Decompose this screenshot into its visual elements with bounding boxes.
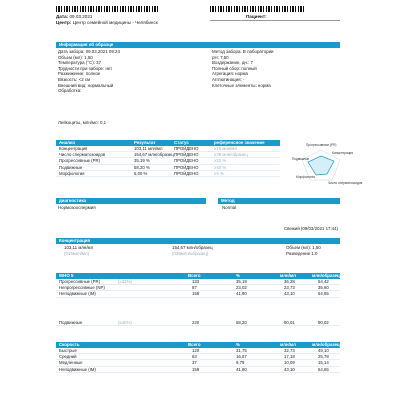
chart-label-count: Число сперматозоидов (328, 181, 363, 185)
analysis-ref: ≥39 млн/образец (214, 152, 248, 158)
stat-ml: 32,73 (284, 348, 295, 353)
center-value: Центр семейной медицины - Челябинск (72, 20, 158, 25)
stat-total: 220 (192, 320, 200, 325)
sample-info-value: <2 см (78, 76, 91, 82)
sample-info-key: Объем (мл): (58, 54, 83, 60)
stat-pct: 58,20 (236, 320, 247, 325)
stat-row (56, 291, 340, 297)
stat-name: Неподвижные (IM) (59, 366, 96, 372)
sample-info-key: Разжижение: (58, 71, 85, 77)
analysis-result: 103,11 млн/мл (134, 146, 163, 151)
fresh-stamp: Свежий (09/03/2021 17:44) (284, 226, 339, 231)
stat-sample: 64,65 (318, 291, 329, 297)
analysis-ref: ≥4 % (214, 170, 224, 176)
stat-name: Прогрессивные (PR) (59, 279, 101, 284)
analysis-table (56, 146, 280, 177)
stat-row (56, 367, 340, 373)
chart-shape (308, 156, 334, 175)
who-table (56, 279, 340, 298)
conc-dilution: Разведение 1:0 (286, 251, 318, 256)
patient-field (210, 14, 340, 21)
stat-ml: 60,01 (284, 320, 295, 325)
sample-info-row (58, 88, 120, 94)
sample-info-key: Метод забора: (212, 49, 242, 54)
analysis-header-bar: Анализ Результат Статус референсное значение (56, 140, 280, 146)
stat-total: 133 (192, 279, 200, 284)
stat-row (56, 320, 340, 326)
conc-v1: 103,11 млн/мл (64, 245, 94, 250)
stat-total: 120 (192, 348, 200, 353)
chart-label-pr: Прогрессивные (PR) (306, 143, 337, 147)
stat-sample: 25,78 (318, 354, 329, 360)
sample-info-value: 1,50 (84, 54, 93, 60)
diagnosis-bar: диагностика (56, 198, 206, 204)
center-label: Центр: (56, 20, 72, 25)
analysis-ref: ≥15 млн/мл (214, 146, 237, 151)
patient-label: Пациент: (246, 14, 267, 19)
sample-info-key: Клеточные элементы: (212, 82, 257, 88)
stat-name: Медленные (59, 360, 83, 366)
date-value: 09.03.2021 (69, 14, 93, 19)
chart-label-morph: Морфология (296, 175, 315, 179)
sample-info-value: полный (241, 65, 257, 71)
sample-info-value: норма (257, 82, 271, 88)
stat-ml: 36,28 (284, 279, 295, 284)
analysis-result: 5,00 % (134, 170, 148, 176)
stat-total: 87 (192, 285, 197, 291)
stat-pct: 31,75 (236, 348, 247, 353)
conc-volume: Объем (мл): 1,50 (286, 245, 321, 250)
sample-info-key: Агрегация: (212, 71, 234, 77)
sample-info-value: - (242, 76, 245, 82)
who-motile-row (56, 320, 340, 326)
sample-info-left (58, 49, 120, 94)
analysis-name: Прогрессивные (PR) (59, 158, 101, 164)
analysis-status: ПРОЙДЕНО (174, 164, 199, 170)
sample-info-value: нет (105, 65, 113, 71)
analysis-name: Подвижные (59, 164, 83, 170)
leukocytes-line: Лейкоциты, млн/мл: 0,1 (58, 120, 107, 125)
analysis-name: Концентрация (59, 146, 88, 151)
stat-ml: 23,73 (284, 285, 295, 291)
date-label: Дата: (56, 14, 69, 19)
stat-sample: 64,65 (318, 366, 329, 372)
stat-name: Непрогрессивные (NP) (59, 285, 105, 291)
stat-name: Средний (59, 354, 77, 360)
conc-v1-sub: (015млн/мл) (64, 251, 90, 256)
stat-total: 158 (192, 366, 200, 372)
sample-info-value: В лаборатории (242, 49, 274, 54)
sample-info-value: 09.03.2021 09:24 (85, 49, 120, 54)
stat-total: 158 (192, 291, 200, 297)
analysis-ref: ≥32 % (214, 158, 227, 164)
stat-sample: 54,42 (318, 279, 329, 284)
analysis-result: 35,19 % (134, 158, 150, 164)
concentration-bar: Концентрация (56, 238, 340, 244)
stat-sample: 15,14 (318, 360, 329, 366)
stat-name: Подвижные (59, 320, 83, 325)
analysis-result: 154,67 млн/образец (134, 152, 174, 158)
sample-info-value: норма (235, 71, 248, 77)
sample-info-bar: Информация об образце (56, 42, 340, 48)
diagnosis-value: Нормозооспермия (58, 205, 96, 210)
stat-name: Неподвижные (IM) (59, 291, 96, 297)
sample-info-key: Воздержание, дн.: (212, 60, 250, 66)
stat-ref: (≥40%) (118, 320, 132, 325)
analysis-status: ПРОЙДЕНО (174, 146, 199, 151)
analysis-result: 58,20 % (134, 164, 150, 170)
sample-info-value: нормальный (87, 82, 114, 88)
stat-name: Быстрые (59, 348, 77, 353)
analysis-row (56, 171, 280, 177)
analysis-status: ПРОЙДЕНО (174, 170, 199, 176)
analysis-ref: ≥40 % (214, 164, 227, 170)
center-line (56, 20, 158, 26)
sample-info-value: 7,50 (220, 54, 229, 60)
sample-info-key: Температура (°C): (58, 60, 95, 66)
stat-pct: 41,80 (236, 291, 247, 297)
stat-sample: 35,60 (318, 285, 329, 291)
sample-info-key: Дата забора: (58, 49, 85, 54)
analysis-status: ПРОЙДЕНО (174, 152, 199, 158)
stat-total: 37 (192, 360, 197, 366)
conc-v2-sub: (039млн/образец) (172, 251, 209, 256)
barcode-right (210, 6, 306, 12)
sample-info-value: 37 (96, 60, 102, 66)
stat-pct: 23,02 (236, 285, 247, 291)
analysis-name: Морфология (59, 170, 85, 176)
conc-v2: 154,67 млн/образец (172, 245, 213, 250)
chart-label-conc: Концентрация (332, 151, 354, 155)
sample-info-key: Обработка: (58, 88, 82, 94)
stat-pct: 35,19 (236, 279, 247, 284)
stat-ml: 43,10 (284, 291, 295, 297)
who-header-bar: WHO 5 Всего % млн/мл млн/образец (56, 273, 340, 279)
stat-ml: 10,09 (284, 360, 295, 366)
sample-info-value: 7 (250, 60, 253, 66)
speed-table (56, 348, 340, 373)
stat-pct: 41,80 (236, 366, 247, 372)
sample-info-key: pH: (212, 54, 219, 60)
sample-info-key: Вязкость: (58, 76, 78, 82)
speed-header-bar: Скорость Всего % млн/мл млн/образец (56, 342, 340, 348)
sample-info-value: полное (85, 71, 101, 77)
sample-info-key: Внешний вид: (58, 82, 87, 88)
sample-info-key: Полный сбор: (212, 65, 241, 71)
pentagon-chart (290, 138, 363, 190)
stat-pct: 16,67 (236, 354, 247, 360)
barcode-left (56, 6, 158, 12)
method-bar: Метод (218, 198, 340, 204)
stat-sample: 90,02 (318, 320, 329, 325)
stat-ml: 17,18 (284, 354, 295, 360)
sample-info-key: Трудности при заборе: (58, 65, 105, 71)
method-value: Normal (222, 205, 237, 210)
stat-ml: 43,10 (284, 366, 295, 372)
analysis-status: ПРОЙДЕНО (174, 158, 199, 164)
sample-info-row (212, 83, 274, 89)
stat-total: 63 (192, 354, 197, 360)
stat-pct: 9,79 (236, 360, 245, 366)
sample-info-key: Агглютинация: (212, 76, 242, 82)
chart-label-motile: Подвижные (292, 157, 310, 161)
analysis-name: Число сперматозоидов (59, 152, 106, 158)
stat-sample: 49,10 (318, 348, 329, 353)
sample-info-right (212, 49, 274, 88)
stat-ref: (≥32%) (118, 279, 132, 284)
